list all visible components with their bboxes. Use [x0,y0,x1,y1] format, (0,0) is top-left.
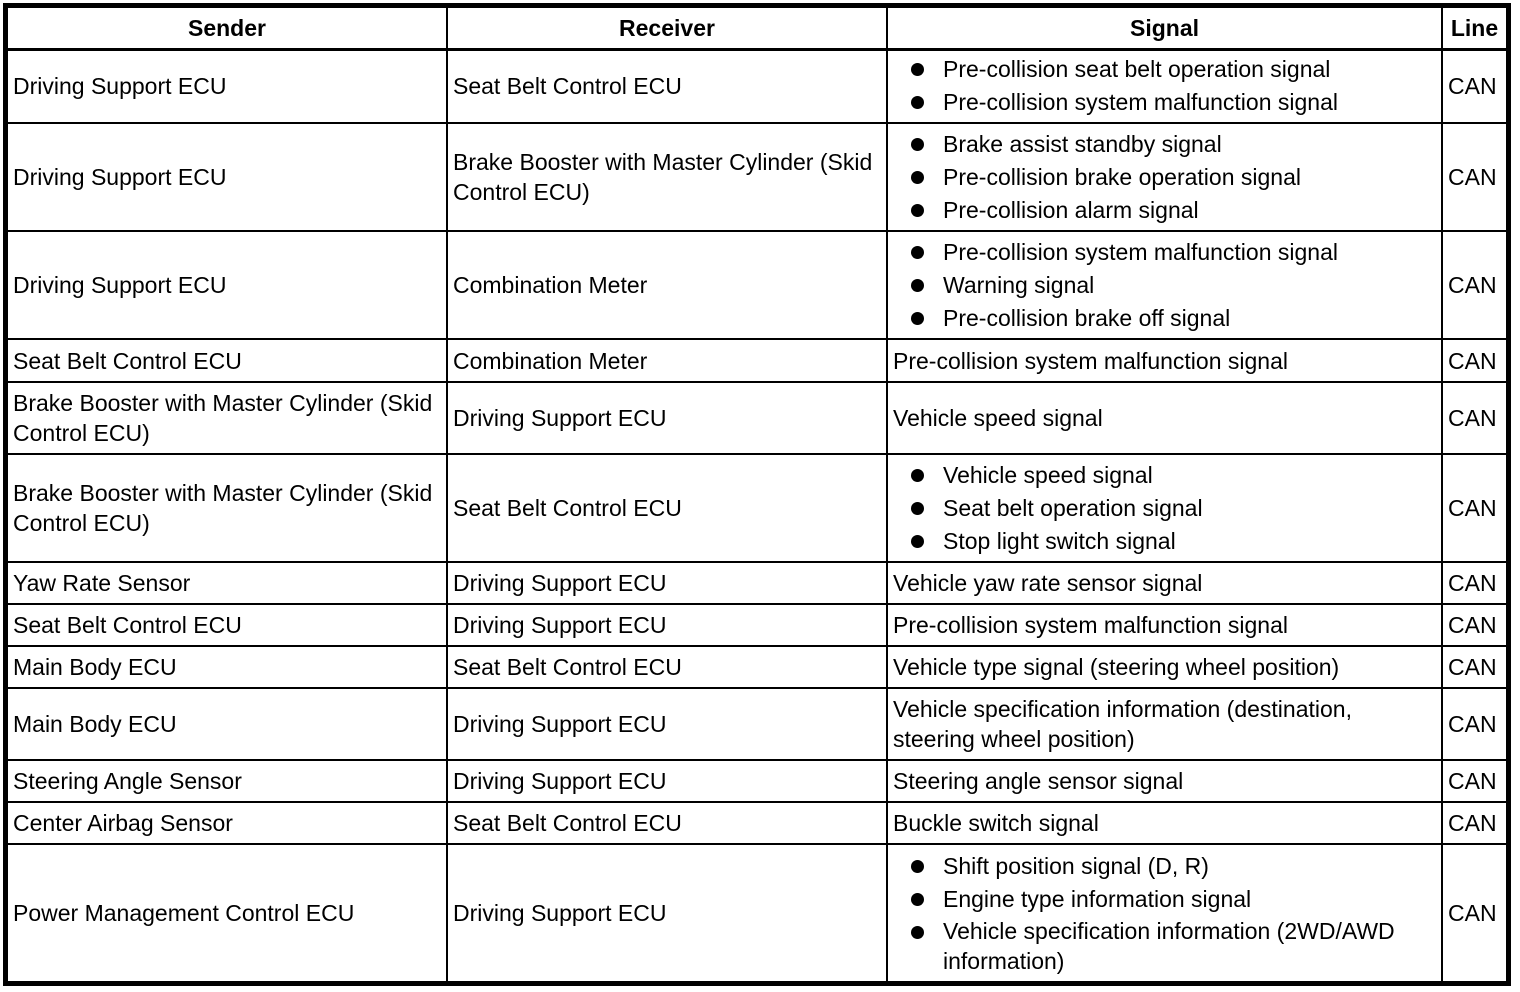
bullet-icon [911,171,924,184]
table-row [7,646,1507,688]
signal-cell: Vehicle specification information (destination, steering wheel position) [887,688,1442,760]
receiver-cell: Driving Support ECU [447,382,887,454]
signal-list [893,53,1436,119]
line-cell: CAN [1442,123,1507,231]
table-row [7,760,1507,802]
line-cell: CAN [1442,49,1507,123]
header-line: Line [1442,7,1507,49]
signal-item: Engine type information signal [893,883,1436,916]
bullet-icon [911,469,924,482]
bullet-icon [911,893,924,906]
receiver-cell: Driving Support ECU [447,688,887,760]
table-row [7,339,1507,382]
bullet-icon [911,502,924,515]
signal-cell: Buckle switch signal [887,802,1442,844]
signal-list [893,128,1436,227]
signal-item: Pre-collision system malfunction signal [893,236,1436,269]
signal-item: Stop light switch signal [893,525,1436,558]
line-cell: CAN [1442,454,1507,562]
signal-cell: Pre-collision system malfunction signal [887,604,1442,646]
table-row [7,562,1507,604]
signal-cell [887,49,1442,123]
signal-list [893,459,1436,558]
table-row [7,802,1507,844]
bullet-icon [911,535,924,548]
bullet-icon [911,926,924,939]
sender-cell: Power Management Control ECU [7,844,447,982]
receiver-cell: Combination Meter [447,231,887,339]
sender-cell: Driving Support ECU [7,231,447,339]
bullet-icon [911,279,924,292]
sender-cell: Brake Booster with Master Cylinder (Skid Control ECU) [7,382,447,454]
line-cell: CAN [1442,646,1507,688]
sender-cell: Brake Booster with Master Cylinder (Skid Control ECU) [7,454,447,562]
sender-cell: Seat Belt Control ECU [7,604,447,646]
line-cell: CAN [1442,802,1507,844]
signal-cell: Vehicle type signal (steering wheel position) [887,646,1442,688]
signal-cell: Pre-collision system malfunction signal [887,339,1442,382]
receiver-cell: Combination Meter [447,339,887,382]
table-row [7,231,1507,339]
line-cell: CAN [1442,760,1507,802]
bullet-icon [911,860,924,873]
line-cell: CAN [1442,231,1507,339]
signal-list [893,236,1436,335]
signal-cell: Vehicle yaw rate sensor signal [887,562,1442,604]
receiver-cell: Seat Belt Control ECU [447,454,887,562]
sender-cell: Center Airbag Sensor [7,802,447,844]
receiver-cell: Driving Support ECU [447,844,887,982]
header-signal: Signal [887,7,1442,49]
table-row [7,382,1507,454]
signal-item: Shift position signal (D, R) [893,850,1436,883]
communication-table [6,6,1508,983]
receiver-cell: Driving Support ECU [447,760,887,802]
sender-cell: Driving Support ECU [7,123,447,231]
line-cell: CAN [1442,604,1507,646]
receiver-cell: Driving Support ECU [447,562,887,604]
bullet-icon [911,246,924,259]
table-row [7,49,1507,123]
sender-cell: Seat Belt Control ECU [7,339,447,382]
sender-cell: Main Body ECU [7,688,447,760]
receiver-cell: Seat Belt Control ECU [447,646,887,688]
sender-cell: Steering Angle Sensor [7,760,447,802]
sender-cell: Yaw Rate Sensor [7,562,447,604]
table-row [7,123,1507,231]
receiver-cell: Seat Belt Control ECU [447,49,887,123]
header-row [7,7,1507,49]
signal-cell: Vehicle speed signal [887,382,1442,454]
line-cell: CAN [1442,688,1507,760]
signal-item: Seat belt operation signal [893,492,1436,525]
bullet-icon [911,63,924,76]
signal-cell [887,844,1442,982]
signal-item: Pre-collision brake off signal [893,302,1436,335]
bullet-icon [911,138,924,151]
signal-list [893,850,1436,976]
line-cell: CAN [1442,382,1507,454]
table-row [7,454,1507,562]
signal-item: Pre-collision alarm signal [893,194,1436,227]
receiver-cell: Seat Belt Control ECU [447,802,887,844]
table-row [7,844,1507,982]
signal-item: Pre-collision system malfunction signal [893,86,1436,119]
signal-cell [887,231,1442,339]
receiver-cell: Brake Booster with Master Cylinder (Skid Control ECU) [447,123,887,231]
bullet-icon [911,96,924,109]
line-cell: CAN [1442,844,1507,982]
signal-item: Brake assist standby signal [893,128,1436,161]
sender-cell: Driving Support ECU [7,49,447,123]
line-cell: CAN [1442,339,1507,382]
bullet-icon [911,204,924,217]
table-row [7,604,1507,646]
header-sender: Sender [7,7,447,49]
bullet-icon [911,312,924,325]
line-cell: CAN [1442,562,1507,604]
header-receiver: Receiver [447,7,887,49]
signal-cell: Steering angle sensor signal [887,760,1442,802]
table-row [7,688,1507,760]
signal-item: Warning signal [893,269,1436,302]
signal-cell [887,454,1442,562]
signal-item: Vehicle speed signal [893,459,1436,492]
signal-item: Vehicle specification information (2WD/AWD information) [893,916,1436,976]
signal-item: Pre-collision brake operation signal [893,161,1436,194]
receiver-cell: Driving Support ECU [447,604,887,646]
signal-cell [887,123,1442,231]
signal-item: Pre-collision seat belt operation signal [893,53,1436,86]
sender-cell: Main Body ECU [7,646,447,688]
